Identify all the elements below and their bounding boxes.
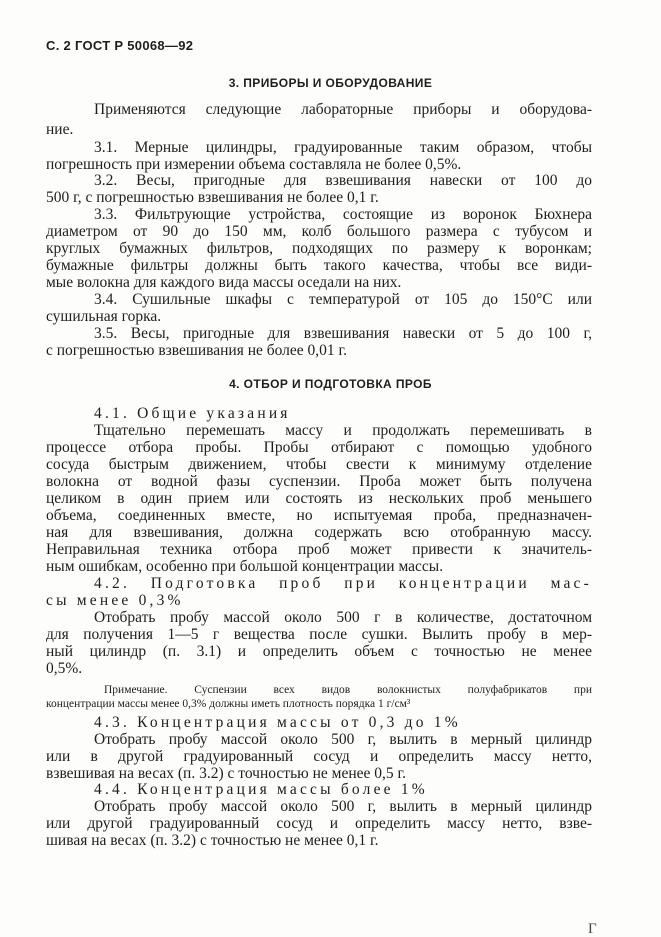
paragraph-line: круглых бумажных фильтров, подходящих по размеру к воронкам; [46, 240, 592, 257]
paragraph-line: с погрешностью взвешивания не более 0,01 г. [46, 342, 348, 359]
subheading-text: 4.1. Общие указания [94, 405, 291, 422]
page-header: С. 2 ГОСТ Р 50068—92 [46, 38, 194, 53]
clause-3-5: 3.5. Весы, пригодные для взвешивания навески от 5 до 100 г, [94, 325, 592, 342]
paragraph-line: диаметром от 90 до 150 мм, колб большого размера с тубусом и [46, 223, 592, 240]
subheading-text: сы менее 0,3% [46, 592, 184, 609]
page-corner-mark: Г [588, 921, 597, 937]
paragraph-line: ным ошибкам, особенно при большой концентрации массы. [46, 558, 444, 575]
paragraph-line: 0,5%. [46, 660, 83, 677]
paragraph-line: шивая на весах (п. 3.2) с точностью не менее 0,1 г. [46, 832, 379, 849]
paragraph-line: волокна от водной фазы суспензии. Проба может быть получена [46, 473, 592, 490]
paragraph-line: Применяются следующие лабораторные приборы и оборудова- [94, 101, 592, 118]
section-3-title: 3. ПРИБОРЫ И ОБОРУДОВАНИЕ [228, 76, 433, 90]
paragraph-line: Отобрать пробу массой около 500 г, вылить в мерный цилиндр [94, 731, 592, 748]
paragraph-line: ние. [46, 121, 74, 138]
subheading-text: 4.3. Концентрация массы от 0,3 до 1% [94, 714, 461, 731]
clause-3-3: 3.3. Фильтрующие устройства, состоящие из воронок Бюхнера [94, 206, 592, 223]
paragraph-line: объема, соединенных вместе, но испытуемая проба, предназначен- [46, 507, 592, 524]
paragraph-line: ный цилиндр (п. 3.1) и определить объем с точностью не менее [46, 643, 592, 660]
paragraph-line: мые волокна для каждого вида массы оседали на них. [46, 274, 402, 291]
paragraph-line: для получения 1—5 г вещества после сушки. Вылить пробу в мер- [46, 626, 592, 643]
paragraph-line: или другой градуированный сосуд и определить массу нетто, взве- [46, 815, 592, 832]
note-line: концентрации массы менее 0,3% должны иметь плотность порядка 1 г/см³ [46, 698, 411, 710]
paragraph-line: бумажные фильтры должны быть такого качества, чтобы все види- [46, 257, 592, 274]
subheading-text: 4.4. Концентрация массы более 1% [94, 781, 428, 798]
note-line: Примечание. Суспензии всех видов волокнистых полуфабрикатов при [104, 684, 592, 696]
paragraph-line: Неправильная техника отбора проб может привести к значитель- [46, 541, 592, 558]
paragraph-line: сосуда быстрым движением, чтобы свести к минимуму отделение [46, 456, 592, 473]
paragraph-line: сушильная горка. [46, 308, 162, 325]
paragraph-line: Отобрать пробу массой около 500 г в количестве, достаточном [94, 609, 592, 626]
paragraph-line: или в другой градуированный сосуд и определить массу нетто, [46, 748, 592, 765]
paragraph-line: взвешивая на весах (п. 3.2) с точностью не менее 0,5 г. [46, 765, 406, 782]
paragraph-line: ная для взвешивания, должна содержать всю отобранную массу. [46, 524, 592, 541]
paragraph-line: погрешность при измерении объема составляла не более 0,5%. [46, 156, 462, 173]
clause-3-1: 3.1. Мерные цилиндры, градуированные таким образом, чтобы [94, 139, 592, 156]
clause-3-2: 3.2. Весы, пригодные для взвешивания навески от 100 до [94, 172, 592, 189]
paragraph-line: Отобрать пробу массой около 500 г, вылить в мерный цилиндр [94, 798, 592, 815]
paragraph-line: 500 г, с погрешностью взвешивания не более 0,1 г. [46, 189, 379, 206]
paragraph-line: целиком в один прием или состоять из нескольких проб меньшего [46, 490, 592, 507]
paragraph-line: процессе отбора пробы. Пробы отбирают с помощью удобного [46, 439, 592, 456]
subheading-text: 4.2. Подготовка проб при концентрации мас- [94, 575, 592, 592]
section-4-title: 4. ОТБОР И ПОДГОТОВКА ПРОБ [229, 377, 432, 391]
paragraph-line: Тщательно перемешать массу и продолжать перемешивать в [94, 422, 592, 439]
clause-3-4: 3.4. Сушильные шкафы с температурой от 105 до 150°С или [94, 291, 592, 308]
